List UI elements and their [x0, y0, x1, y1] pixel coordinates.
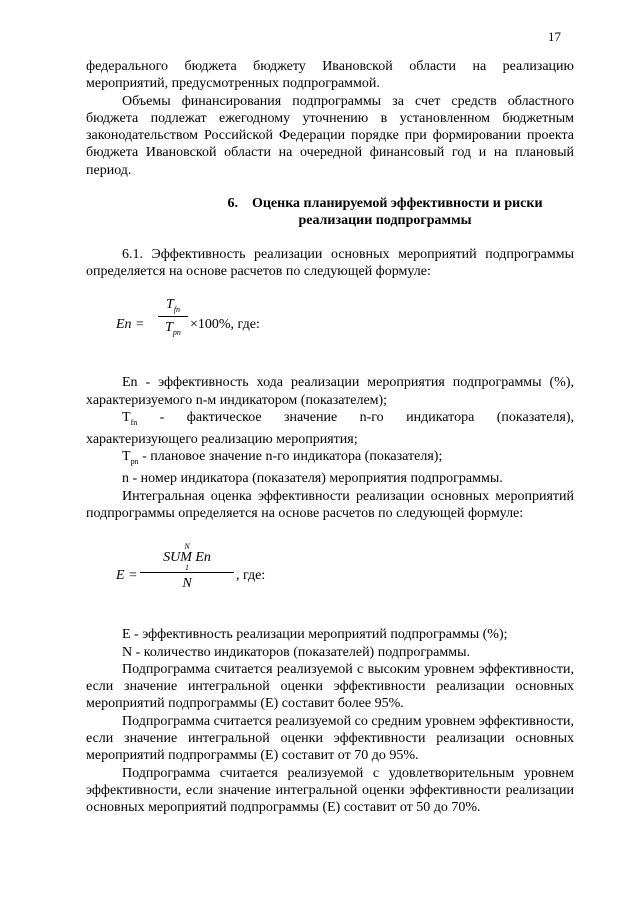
formula-e-lhs: E =	[116, 568, 138, 584]
section-title: Оценка планируемой эффективности и риски реализации подпрограммы	[251, 196, 543, 229]
sum-upper-limit: N	[184, 542, 190, 552]
paragraph-integral-intro: Интегральная оценка эффективности реализации основных мероприятий подпрограммы определяется на основе расчетов по следующей формуле:	[86, 488, 574, 521]
definition-e: E - эффективность реализации мероприятий подпрограммы (%);	[122, 627, 508, 643]
paragraph-funding-end: федерального бюджета бюджету Ивановской области на реализацию мероприятий, предусмотренных подпрограммой.	[86, 59, 574, 92]
fraction-bar	[158, 316, 188, 317]
fraction-bar	[140, 572, 234, 573]
definition-tpn	[86, 448, 574, 470]
tfn-subscript: fn	[130, 417, 138, 427]
definition-N: N - количество индикаторов (показателей) подпрограммы.	[122, 644, 471, 660]
definition-tfn	[86, 409, 574, 448]
paragraph-mid-efficiency: Подпрограмма считается реализуемой со средним уровнем эффективности, если значение интегральной оценки эффективности реализации основных мероприятий подпрограммы (E) составит от 70 до 95%.	[86, 713, 574, 764]
paragraph-satisfactory-efficiency: Подпрограмма считается реализуемой с удовлетворительным уровнем эффективности, если значение интегральной оценки эффективности реализации основных мероприятий подпрограммы (E) составит от 50 до 70%.	[86, 765, 574, 816]
formula-en	[116, 296, 574, 354]
formula-e-den: N	[182, 576, 192, 592]
definition-en: En - эффективность хода реализации мероприятия подпрограммы (%), характеризуемого n-м индикатором (показателем);	[86, 375, 574, 408]
page-number: 17	[548, 29, 561, 44]
paragraph-funding-volume: Объемы финансирования подпрограммы за счет средств областного бюджета подлежат ежегодному уточнению в установленном бюджетным законодательством Российской Федерации порядке при формировании проекта бюджета Ивановской области на очередной финансовый год и на плановый период.	[86, 93, 574, 178]
formula-en-rhs: ×100%, где:	[190, 317, 260, 333]
section-heading	[86, 195, 574, 230]
formula-en-den: T	[165, 320, 173, 336]
formula-en-fraction	[158, 296, 188, 341]
section-number: 6.	[227, 196, 238, 212]
formula-e-rhs: , где:	[236, 568, 266, 584]
document-body	[86, 58, 574, 817]
tfn-text: - фактическое значение n-го индикатора (показателя), характеризующего реализацию мероприятия;	[86, 409, 574, 447]
formula-en-lhs: En =	[116, 317, 145, 333]
formula-en-den-sub: pn	[172, 328, 181, 338]
sum-expression: SUM En	[163, 550, 211, 566]
sum-lower-limit: 1	[185, 563, 189, 573]
formula-e-fraction	[140, 542, 234, 592]
paragraph-high-efficiency: Подпрограмма считается реализуемой с высоким уровнем эффективности, если значение интегральной оценки эффективности реализации основных мероприятий подпрограммы (E) составит более 95%.	[86, 661, 574, 712]
tfn-symbol: T	[122, 409, 131, 425]
definition-n: n - номер индикатора (показателя) мероприятия подпрограммы.	[122, 471, 503, 487]
formula-e	[116, 542, 574, 602]
tpn-text: - плановое значение n-го индикатора (показателя);	[138, 449, 443, 465]
formula-en-num-sub: fn	[173, 305, 181, 315]
tpn-symbol: T	[122, 449, 131, 465]
formula-en-num: T	[165, 297, 174, 313]
paragraph-efficiency-intro: 6.1. Эффективность реализации основных мероприятий подпрограммы определяется на основе расчетов по следующей формуле:	[86, 246, 574, 279]
tpn-subscript: pn	[130, 457, 139, 467]
